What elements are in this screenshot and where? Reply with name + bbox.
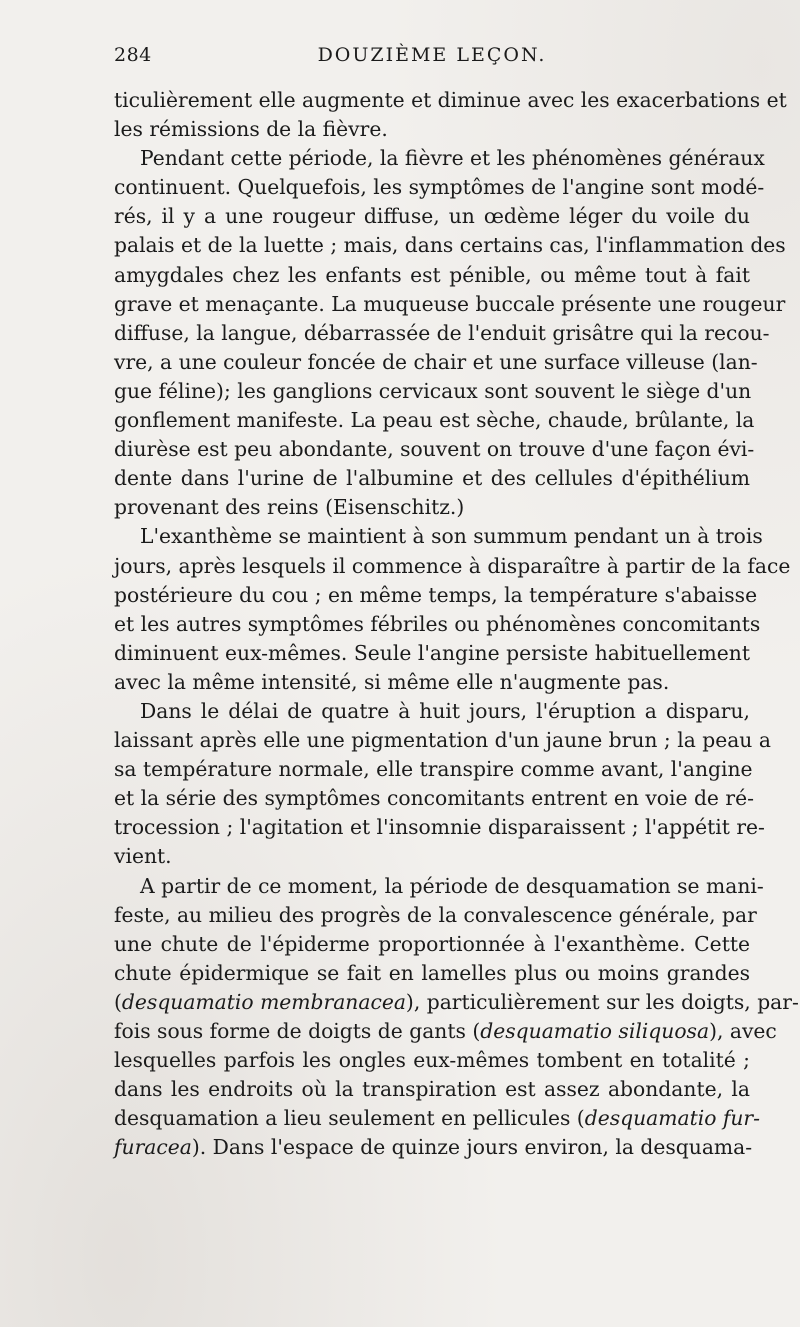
text-line: diurèse est peu abondante, souvent on trouve d'une façon évi- [114,437,755,462]
text-line: et la série des symptômes concomitants entrent en voie de ré- [114,786,754,811]
text-line: ticulièrement elle augmente et diminue avec les exacerbations et [114,88,787,112]
text-line: feste, au milieu des progrès de la convalescence générale, par [114,902,757,927]
text-line: gonflement manifeste. La peau est sèche, chaude, brûlante, la [114,408,755,433]
page-number: 284 [114,44,152,66]
text-line: provenant des reins (Eisenschitz.) [114,495,465,520]
text-line: vient. [114,844,172,869]
text-line: dans les endroits où la transpiration est assez abondante, la [114,1077,750,1102]
text-line: continuent. Quelquefois, les symptômes de l'angine sont modé- [114,175,765,200]
text-line: Dans le délai de quatre à huit jours, l'éruption a disparu, [140,698,750,723]
text-line: jours, après lesquels il commence à disparaître à partir de la face [114,553,791,578]
running-head [114,44,750,72]
text-line: vre, a une couleur foncée de chair et une surface villeuse (lan- [114,349,758,374]
text-line: (desquamatio membranacea), particulièrement sur les doigts, par- [114,989,799,1014]
text-line: grave et menaçante. La muqueuse buccale présente une rougeur [114,291,786,316]
text-line: palais et de la luette ; mais, dans certains cas, l'inflammation des [114,233,786,258]
text-line: laissant après elle une pigmentation d'un jaune brun ; la peau a [114,728,771,753]
body-text [114,86,799,1162]
text-line: rés, il y a une rougeur diffuse, un œdème léger du voile du [114,204,750,229]
paragraph [114,86,787,144]
text-line: une chute de l'épiderme proportionnée à l'exanthème. Cette [114,931,750,956]
text-line: avec la même intensité, si même elle n'augmente pas. [114,669,670,694]
paragraph [114,872,799,1163]
text-line: diminuent eux-mêmes. Seule l'angine persiste habituellement [114,640,750,665]
text-line: lesquelles parfois les ongles eux-mêmes tombent en totalité ; [114,1048,750,1073]
text-line: postérieure du cou ; en même temps, la température s'abaisse [114,582,758,607]
text-line: Pendant cette période, la fièvre et les phénomènes généraux [140,146,765,171]
paragraph [114,522,791,697]
paragraph [114,697,771,872]
text-line: A partir de ce moment, la période de desquamation se mani- [140,873,764,898]
running-title: DOUZIÈME LEÇON. [317,44,547,66]
text-line: dente dans l'urine de l'albumine et des cellules d'épithélium [114,466,750,491]
text-line: furacea). Dans l'espace de quinze jours environ, la desquama- [114,1135,753,1160]
text-line: diffuse, la langue, débarrassée de l'enduit grisâtre qui la recou- [114,320,770,345]
text-line: fois sous forme de doigts de gants (desquamatio siliquosa), avec [114,1019,777,1043]
text-line: L'exanthème se maintient à son summum pendant un à trois [140,524,763,549]
text-line: amygdales chez les enfants est pénible, ou même tout à fait [114,262,750,287]
text-line: trocession ; l'agitation et l'insomnie disparaissent ; l'appétit re- [114,815,765,840]
text-line: sa température normale, elle transpire comme avant, l'angine [114,757,753,782]
text-line: gue féline); les ganglions cervicaux sont souvent le siège d'un [114,378,752,403]
text-line: et les autres symptômes fébriles ou phénomènes concomitants [114,611,761,636]
text-line: desquamation a lieu seulement en pellicules (desquamatio fur- [114,1106,760,1131]
text-line: les rémissions de la fièvre. [114,117,388,142]
text-line: chute épidermique se fait en lamelles plus ou moins grandes [114,960,750,985]
paragraph [114,144,786,522]
